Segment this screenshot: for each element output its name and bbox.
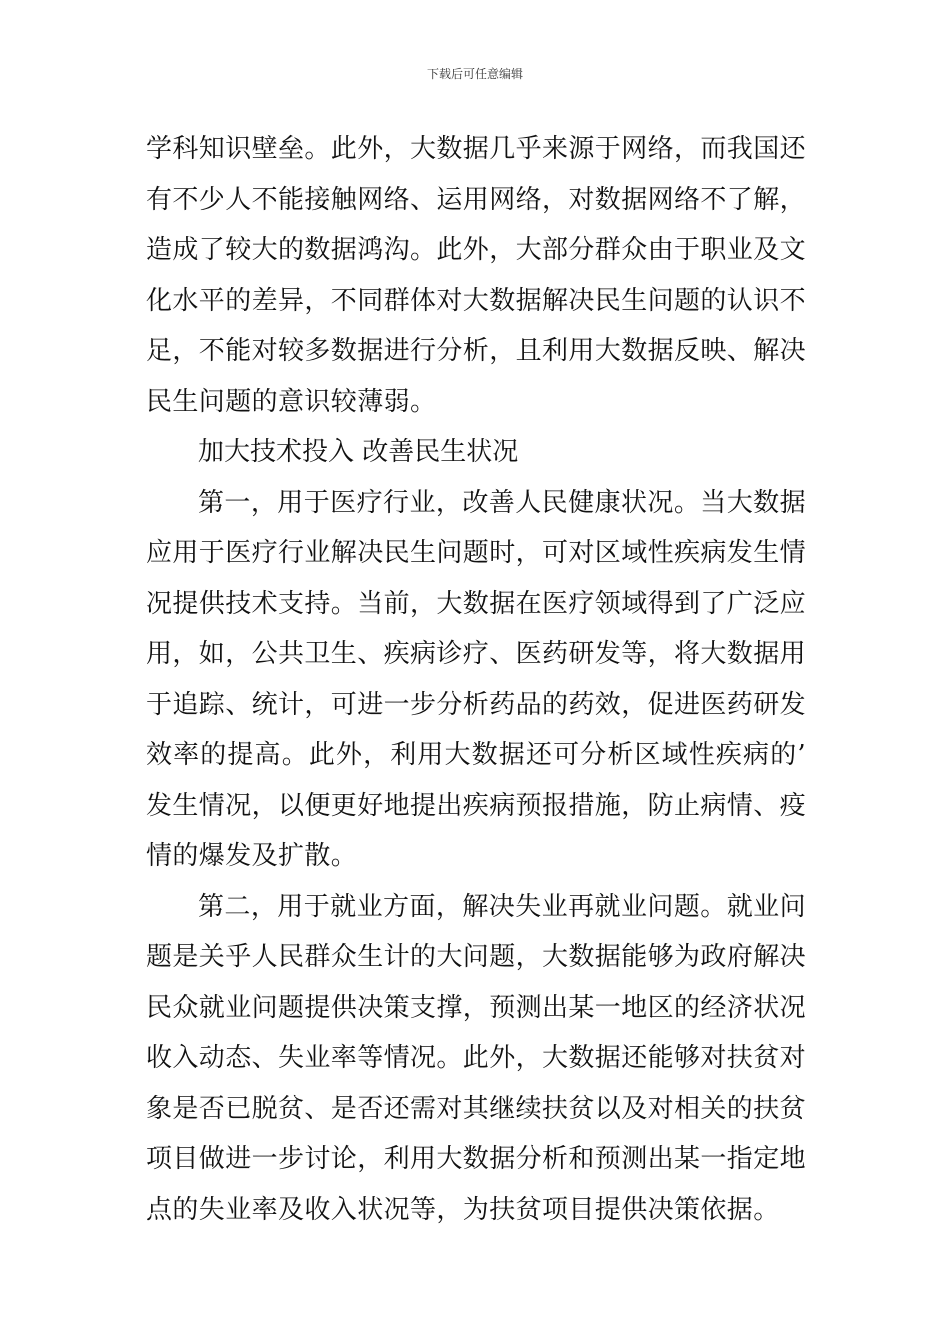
text-line: 效率的提高。此外，利用大数据还可分析区域性疾病的’ [146,740,806,770]
text-line: 发生情况，以便更好地提出疾病预报措施，防止病情、疫 [146,790,807,821]
paragraph [146,478,806,882]
text-line: 情的爆发及扩散。 [146,841,358,871]
text-line: 化水平的差异，不同群体对大数据解决民生问题的认识不 [146,285,807,316]
text-line: 况提供技术支持。当前，大数据在医疗领域得到了广泛应 [146,588,807,619]
text-line: 民生问题的意识较薄弱。 [146,386,437,417]
document-body [146,124,806,1235]
text-line: 于追踪、统计，可进一步分析药品的药效，促进医药研发 [146,689,807,720]
heading-text: 加大技术投入 改善民生状况 [198,437,519,467]
text-line: 应用于医疗行业解决民生问题时，可对区域性疾病发生情 [146,538,807,568]
text-line: 题是关乎人民群众生计的大问题，大数据能够为政府解决 [146,942,807,972]
text-line: 学科知识壁垒。此外，大数据几乎来源于网络，而我国还 [146,134,807,164]
text-line: 足，不能对较多数据进行分析，且利用大数据反映、解决 [146,336,807,366]
section-heading [146,427,806,478]
text-line: 收入动态、失业率等情况。此外，大数据还能够对扶贫对 [146,1043,807,1073]
text-line: 项目做进一步讨论，利用大数据分析和预测出某一指定地 [146,1144,807,1174]
text-line: 民众就业问题提供决策支撑，预测出某一地区的经济状况 [146,992,807,1023]
paragraph [146,882,806,1236]
text-line: 有不少人不能接触网络、运用网络，对数据网络不了解， [146,184,807,215]
text-line: 象是否已脱贫、是否还需对其继续扶贫以及对相关的扶贫 [146,1093,807,1124]
text-line: 用，如，公共卫生、疾病诊疗、医药研发等，将大数据用 [146,639,807,669]
text-line: 造成了较大的数据鸿沟。此外，大部分群众由于职业及文 [146,235,807,265]
page-header: 下载后可任意编辑 [426,67,523,81]
text-line: 第一，用于医疗行业，改善人民健康状况。当大数据 [198,487,806,518]
text-line: 第二，用于就业方面，解决失业再就业问题。就业问 [198,891,806,922]
text-line: 点的失业率及收入状况等，为扶贫项目提供决策依据。 [146,1194,780,1225]
paragraph [146,124,806,427]
